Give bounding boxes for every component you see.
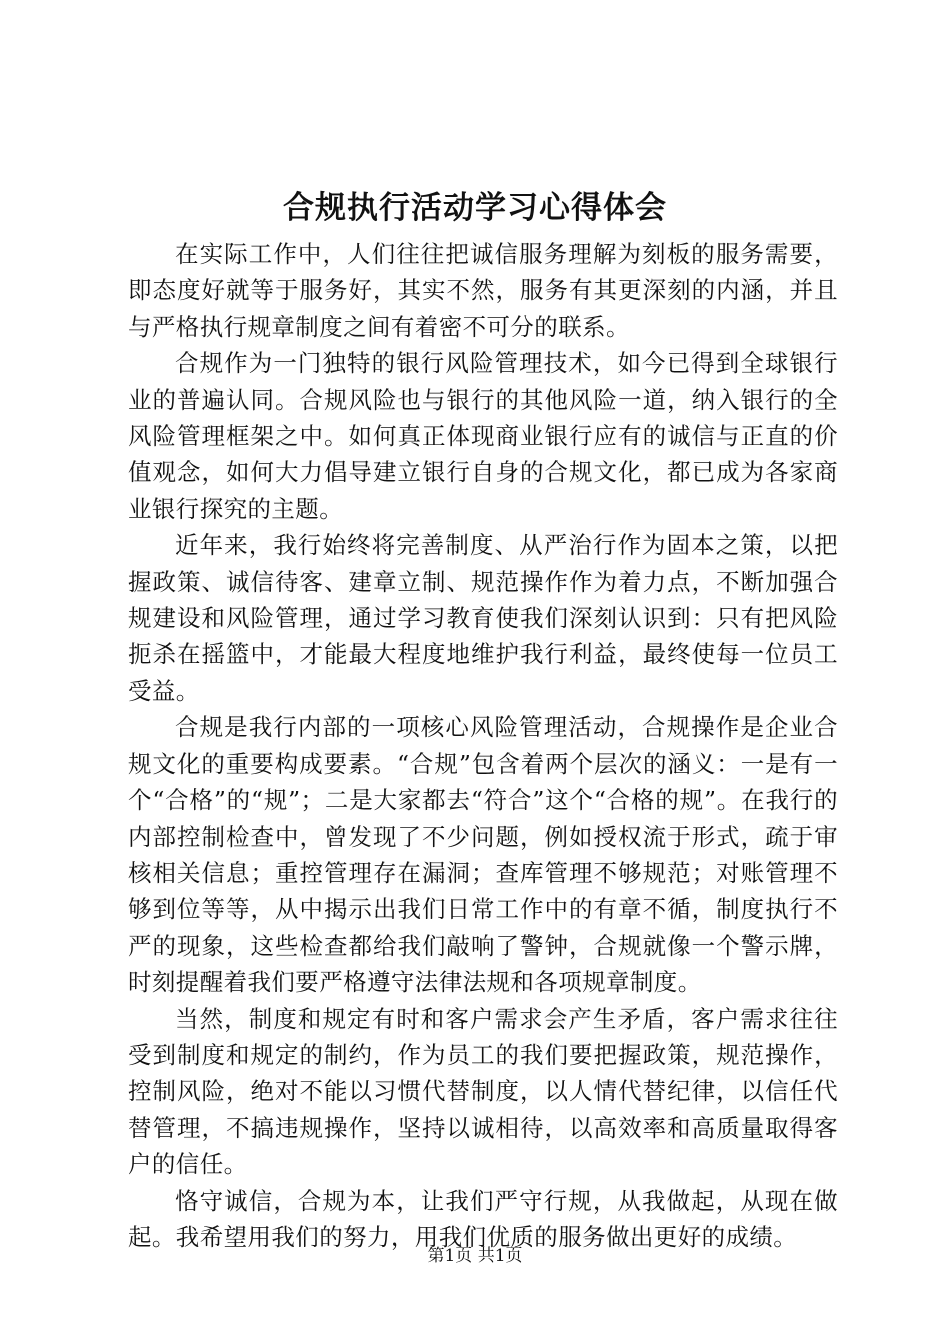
paragraph-6: 恪守诚信，合规为本，让我们严守行规，从我做起，从现在做起。我希望用我们的努力，用我们优质的服务做出更好的成绩。: [128, 1186, 838, 1251]
page-number-footer: 第1页 共1页: [427, 1246, 523, 1266]
paragraph-3: 近年来，我行始终将完善制度、从严治行作为固本之策，以把握政策、诚信待客、建章立制、规范操作作为着力点，不断加强合规建设和风险管理，通过学习教育使我们深刻认识到：只有把风险扼杀在摇篮中，才能最大程度地维护我行利益，最终使每一位员工受益。: [128, 531, 838, 705]
paragraph-5: 当然，制度和规定有时和客户需求会产生矛盾，客户需求往往受到制度和规定的制约，作为员工的我们要把握政策，规范操作，控制风险，绝对不能以习惯代替制度，以人情代替纪律，以信任代替管理，不搞违规操作，坚持以诚相待，以高效率和高质量取得客户的信任。: [128, 1004, 838, 1179]
paragraph-4: 合规是我行内部的一项核心风险管理活动，合规操作是企业合规文化的重要构成要素。“合规”包含着两个层次的涵义：一是有一个“合格”的“规”；二是大家都去“符合”这个“合格的规”。在我行的内部控制检查中，曾发现了不少问题，例如授权流于形式，疏于审核相关信息；重控管理存在漏洞；查库管理不够规范；对账管理不够到位等等，从中揭示出我们日常工作中的有章不循，制度执行不严的现象，这些检查都给我们敲响了警钟，合规就像一个警示牌，时刻提醒着我们要严格遵守法律法规和各项规章制度。: [128, 713, 838, 997]
paragraph-2: 合规作为一门独特的银行风险管理技术，如今已得到全球银行业的普遍认同。合规风险也与银行的其他风险一道，纳入银行的全风险管理框架之中。如何真正体现商业银行应有的诚信与正直的价值观念，如何大力倡导建立银行自身的合规文化，都已成为各家商业银行探究的主题。: [128, 349, 838, 523]
document-body: [128, 236, 838, 1255]
paragraph-1: 在实际工作中，人们往往把诚信服务理解为刻板的服务需要，即态度好就等于服务好，其实不然，服务有其更深刻的内涵，并且与严格执行规章制度之间有着密不可分的联系。: [128, 240, 838, 341]
document-title: 合规执行活动学习心得体会: [283, 190, 667, 226]
